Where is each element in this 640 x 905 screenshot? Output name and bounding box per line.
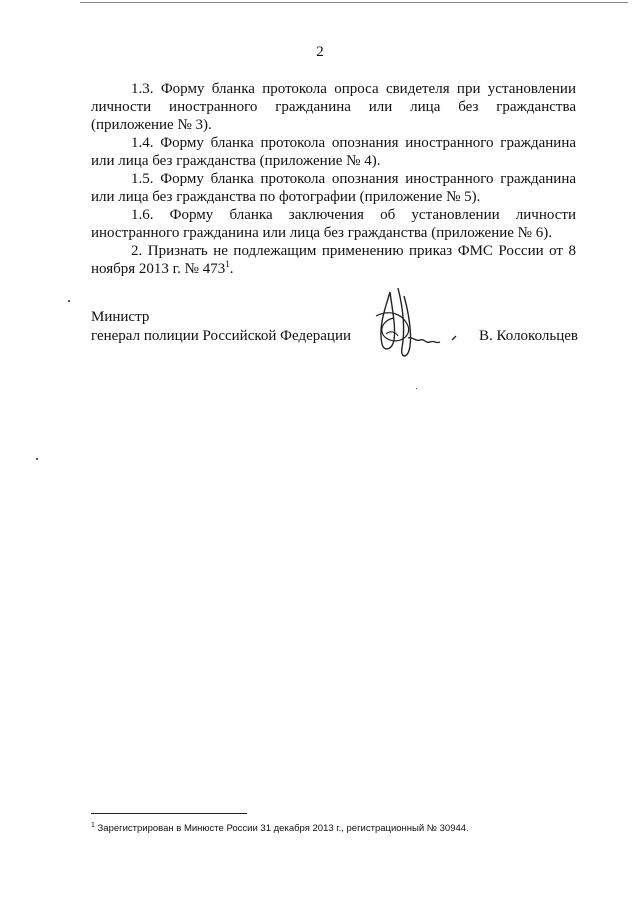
order-body [91, 80, 576, 278]
footnote-separator [91, 813, 247, 814]
paragraph-2 [91, 242, 576, 278]
footnote-text: Зарегистрирован в Минюсте России 31 декабря 2013 г., регистрационный № 30944. [97, 823, 469, 834]
signature-block [91, 308, 581, 346]
paragraph-1-3: 1.3. Форму бланка протокола опроса свидетеля при установлении личности иностранного гражданина или лица без гражданства (приложение № 3). [91, 81, 576, 133]
footnote [91, 823, 591, 834]
paragraph-1-6: 1.6. Форму бланка заключения об установлении личности иностранного гражданина или лица без гражданства (приложение № 6). [91, 207, 576, 241]
scan-speck [36, 458, 38, 460]
footnote-reference: 1 [225, 259, 230, 269]
paragraph-1-5: 1.5. Форму бланка протокола опознания иностранного гражданина или лица без гражданства по фотографии (приложение № 5). [91, 171, 576, 205]
paragraph-1-4: 1.4. Форму бланка протокола опознания иностранного гражданина или лица без гражданства (приложение № 4). [91, 135, 576, 169]
scan-speck [68, 300, 70, 302]
handwritten-signature [368, 286, 468, 366]
footnote-marker: 1 [91, 821, 95, 829]
signatory-name: В. Колокольцев [479, 328, 578, 344]
signatory-rank: генерал полиции Российской Федерации [91, 328, 352, 344]
page-number: 2 [316, 44, 324, 60]
paragraph-2-end: . [229, 261, 234, 277]
scan-speck [416, 388, 417, 389]
signatory-title: Министр [91, 309, 150, 325]
paragraph-2-text: 2. Признать не подлежащим применению приказ ФМС России от 8 ноября 2013 г. № 473 [91, 243, 576, 277]
scan-top-edge [80, 2, 628, 3]
